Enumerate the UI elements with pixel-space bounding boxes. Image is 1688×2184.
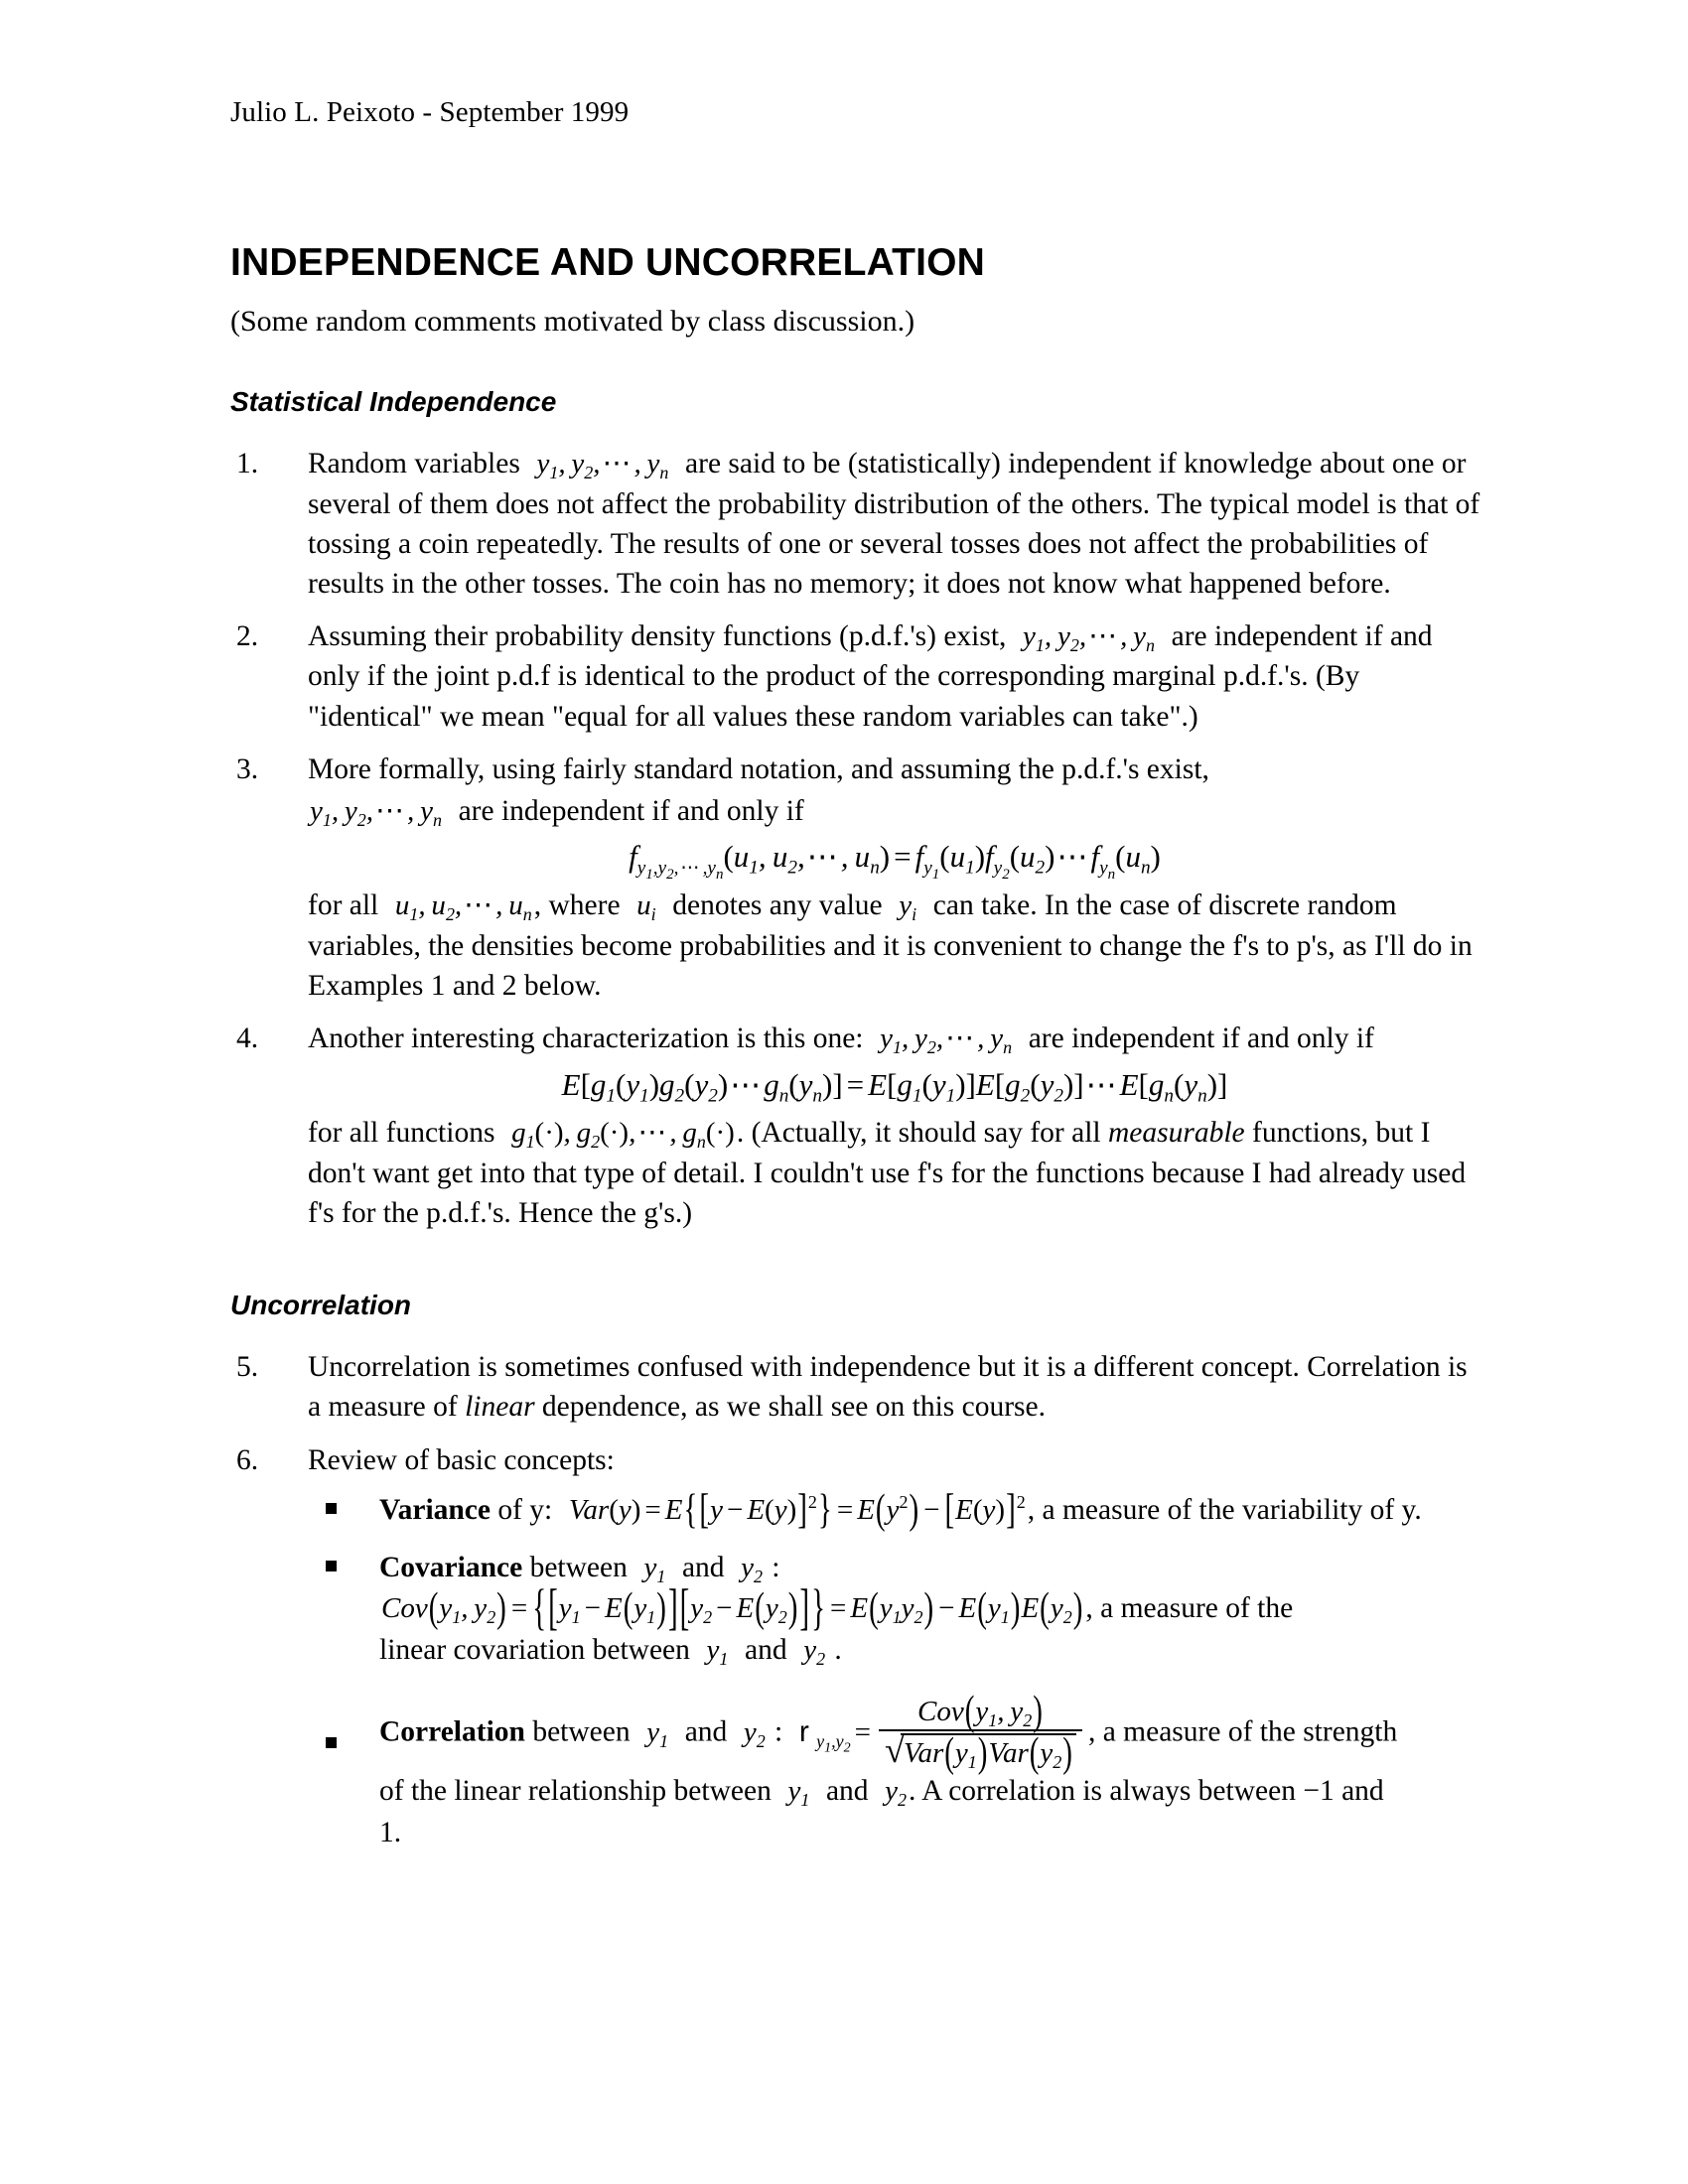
list-item-5: [230, 1347, 1481, 1427]
page-title: INDEPENDENCE AND UNCORRELATION: [230, 240, 986, 284]
list-item-number: 3.: [236, 752, 259, 785]
item3-tail-mid: , where: [533, 889, 621, 922]
item4-line1: [308, 1019, 1481, 1058]
numbered-list-independence: [230, 444, 1481, 1232]
list-item-number: 4.: [236, 1023, 259, 1055]
bullet-covariance-trailing-end: .: [834, 1634, 842, 1667]
item5-text-before: Uncorrelation is sometimes confused with independence but it is a different concept. Correlation is a measure of: [308, 1351, 1468, 1424]
bullet-correlation-trailing-1: , a measure of the strength: [1087, 1715, 1398, 1748]
correlation-denominator: √ $Var(y_1)Var(y_2)$: [879, 1729, 1082, 1769]
square-bullet-icon: [326, 1503, 337, 1514]
item2-text-after: are independent if and only if the joint p.d.f is identical to the product of the corresponding marginal p.d.f.'s. (By "identical" we mean "equal for all values these random variables can take".): [308, 620, 1433, 733]
bullet-covariance-lead-before: between: [529, 1551, 628, 1583]
bullet-list-basic-concepts: [308, 1486, 1481, 1854]
list-item-6: [230, 1440, 1481, 1854]
square-bullet-icon: [326, 1561, 337, 1571]
list-item-4: [230, 1019, 1481, 1233]
item2-inline-math: $y_1$, $y_2,\cdots$, $y_n$: [1015, 620, 1155, 655]
list-item-body: [308, 444, 1481, 604]
numbered-list-uncorrelation: [230, 1347, 1481, 1854]
item2-text-before: Assuming their probability density functions (p.d.f.'s) exist,: [308, 620, 1007, 652]
item4-line1-after: are independent if and only if: [1028, 1023, 1374, 1055]
item3-line1: More formally, using fairly standard notation, and assuming the p.d.f.'s exist,: [308, 752, 1209, 785]
item3-tail-mid2: denotes any value: [672, 889, 883, 922]
item4-inline-math: $y_1$, $y_2,\cdots$, $y_n$: [872, 1023, 1013, 1058]
list-item-number: 5.: [236, 1351, 259, 1384]
bullet-variance-trailing: , a measure of the variability of y.: [1027, 1493, 1422, 1526]
display-equation-joint-pdf: [308, 839, 1481, 883]
item5-body: [308, 1347, 1481, 1427]
item3-tail-math-yi: $y_i$: [892, 889, 917, 925]
list-item-1: [230, 444, 1481, 604]
list-item-body: [308, 616, 1481, 737]
item1-text-after: are said to be (statistically) independent if knowledge about one or several of them does not affect the probability distribution of the others. The typical model is that of tossing a coin repeatedly. The results of one or several tosses does not affect the probabilities of results in the other tosses. The coin has no memory; it does not know what happened before.: [308, 448, 1480, 600]
item4-tail-before: for all functions: [308, 1117, 495, 1150]
list-item-number: 1.: [236, 448, 259, 480]
equation-joint-pdf-content: $f_{y_1,y_2, \cdots ,y_n}(u_1$, $u_2,\cdots$, $u_n$) = $f_{y_1}(u_1)f_{y_2}(u_2)\cdots f_{y_n}(u_n)$: [629, 839, 1161, 883]
item4-tail-after-1: . (Actually, it should say for all: [736, 1117, 1101, 1150]
bullet-covariance-lead-and: and: [681, 1551, 725, 1583]
section-heading-statistical-independence: Statistical Independence: [230, 385, 557, 417]
bullet-correlation-math-y2: $y_2$: [736, 1715, 766, 1751]
correlation-fraction: [875, 1688, 1086, 1776]
bullet-correlation-math-y1: $y_1$: [638, 1715, 669, 1751]
bullet-correlation-trailing-3: . A correlation is always between −1 and: [909, 1775, 1384, 1808]
bullet-variance: [308, 1486, 1481, 1533]
item6-body: Review of basic concepts:: [308, 1443, 615, 1476]
bullet-correlation-trailing-4: 1.: [379, 1816, 402, 1848]
bullet-correlation-lead-and: and: [684, 1715, 728, 1748]
item3-tail-math-u: $u_1$, $u_2,\cdots$, $u_n$: [387, 889, 532, 925]
bullet-covariance-trailing-2: linear covariation between: [379, 1634, 690, 1667]
document-byline: Julio L. Peixoto - September 1999: [230, 96, 630, 128]
item4-line1-before: Another interesting characterization is this one:: [308, 1023, 864, 1055]
bullet-correlation: [308, 1688, 1481, 1854]
bullet-correlation-lead-before: between: [532, 1715, 631, 1748]
bullet-correlation-trailing-and: and: [825, 1775, 869, 1808]
item5-emph: linear: [465, 1391, 535, 1424]
bullet-covariance-term: Covariance: [379, 1551, 523, 1583]
bullet-correlation-trailing-2: of the linear relationship between: [379, 1775, 772, 1808]
square-bullet-icon: [326, 1737, 337, 1748]
bullet-variance-term: Variance: [379, 1493, 491, 1526]
item3-tail-math-ui: $u_i$: [629, 889, 656, 925]
item5-text-after: dependence, as we shall see on this course.: [541, 1391, 1046, 1424]
item3-line2-text: are independent if and only if: [458, 794, 804, 827]
correlation-numerator: $Cov(y_1$, $y_2$): [917, 1688, 1043, 1735]
bullet-correlation-trailing-math-y1: $y_1$: [780, 1775, 810, 1810]
bullet-correlation-trailing-math-y2: $y_2$: [877, 1775, 908, 1810]
item1-inline-math: $y_1$, $y_2,\cdots$, $y_n$: [529, 448, 669, 483]
bullet-covariance-colon: :: [772, 1551, 780, 1583]
display-equation-expectation: [308, 1066, 1481, 1106]
item4-tail-math-g: $g_1(\cdot)$, $g_2(\cdot),\cdots$, $g_n(\cdot)$: [503, 1117, 735, 1152]
list-item-number: 6.: [236, 1443, 259, 1476]
item3-tail-after: can take. In the case of discrete random variables, the densities become probabilities and it is convenient to change the f's to p's, as I'll do in Examples 1 and 2 below.: [308, 889, 1473, 1003]
bullet-covariance-trailing-and: and: [745, 1634, 787, 1667]
bullet-covariance-math-y2: $y_2$: [733, 1551, 764, 1586]
document-content: [230, 95, 1481, 1870]
item3-tail: [308, 886, 1481, 1006]
list-item-3: [230, 750, 1481, 1006]
bullet-variance-lead: of y:: [497, 1493, 553, 1526]
item4-tail-emph: measurable: [1107, 1117, 1245, 1150]
equation-covariance: $Cov(y_1$, $y_2) = \{[y_1 - E(y_1)][y_2 - E(y_2)]\} = E(y_1y_2) - E(y_1)E(y_2)$: [381, 1579, 1083, 1636]
section-heading-uncorrelation: Uncorrelation: [230, 1289, 412, 1320]
bullet-covariance-trailing-math-y1: $y_1$: [699, 1634, 729, 1670]
item3-line2: [308, 791, 1481, 831]
list-item-2: [230, 616, 1481, 737]
equation-variance: $Var(y) = E\{[y - E(y)]^2\} = E(y^2) - [E(y)]^2$: [561, 1486, 1026, 1533]
item4-tail: [308, 1113, 1481, 1233]
bullet-covariance-trailing-1: , a measure of the: [1085, 1592, 1294, 1625]
item1-text-before: Random variables: [308, 448, 520, 480]
bullet-correlation-term: Correlation: [379, 1715, 525, 1748]
bullet-correlation-colon: :: [774, 1715, 783, 1748]
item4-tail-after-2: functions, but I don't want get into that type of detail. I couldn't use f's for the functions because I had already used f's for the p.d.f.'s. Hence the g's.): [308, 1117, 1467, 1229]
bullet-covariance-math-y1: $y_1$: [636, 1551, 666, 1586]
bullet-covariance: [308, 1548, 1481, 1673]
page-subtitle: (Some random comments motivated by class discussion.): [230, 304, 915, 338]
equation-correlation: r $_{y_1,y_2}$= $Cov(y_1$, $y_2$) √ $Var(y_1)Var(y_2)$: [790, 1716, 1088, 1748]
list-item-number: 2.: [236, 620, 259, 652]
item3-inline-math: $y_1$, $y_2,\cdots$, $y_n$: [310, 794, 442, 830]
equation-expectation-content: $E[g_1(y_1)g_2(y_2)\cdots g_n(y_n)]$ = $E[g_1(y_1)]E[g_2(y_2)]\cdots E[g_n(y_n)]$: [561, 1066, 1228, 1106]
item3-tail-before: for all: [308, 889, 379, 922]
bullet-covariance-trailing-math-y2: $y_2$: [795, 1634, 826, 1670]
